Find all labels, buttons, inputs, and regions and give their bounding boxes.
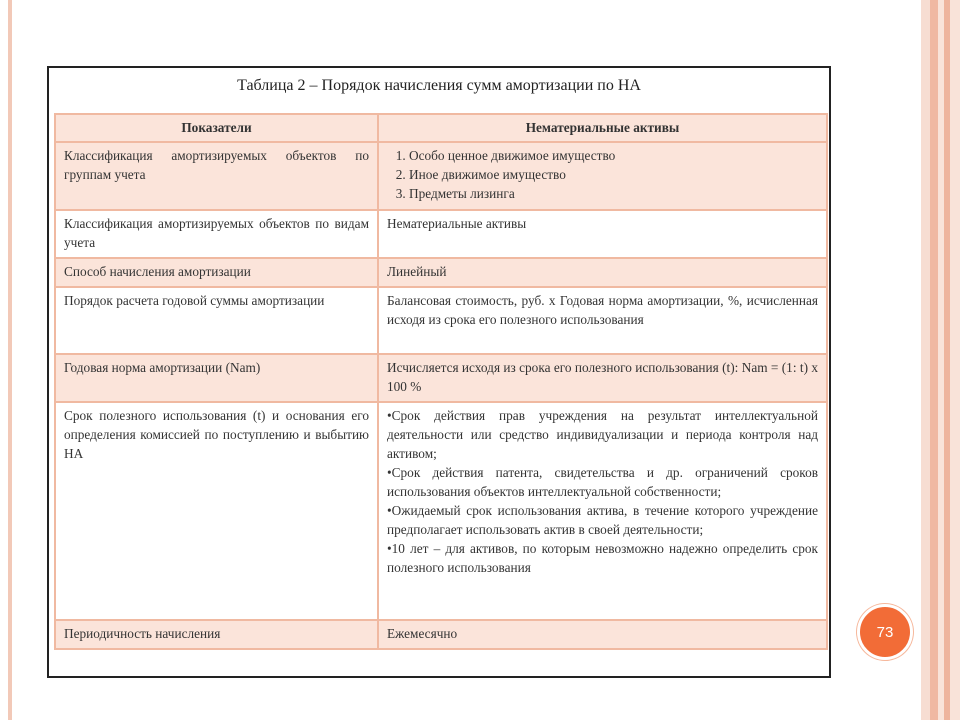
row-value: Балансовая стоимость, руб. х Годовая норма амортизации, %, исчисленная исходя из срока его полезного использования	[378, 287, 827, 354]
table-row	[55, 354, 827, 402]
column-header-indicators: Показатели	[55, 114, 378, 142]
row-value: Нематериальные активы	[378, 210, 827, 258]
table-caption: Таблица 2 – Порядок начисления сумм амортизации по НА	[237, 77, 641, 94]
row-label: Порядок расчета годовой суммы амортизации	[55, 287, 378, 354]
row-label: Классификация амортизируемых объектов по видам учета	[55, 210, 378, 258]
table-row	[55, 620, 827, 649]
row-value: Ежемесячно	[378, 620, 827, 649]
row-label: Годовая норма амортизации (Nam)	[55, 354, 378, 402]
list-item: 1. Особо ценное движимое имущество	[409, 146, 818, 165]
table-row	[55, 210, 827, 258]
row-value	[378, 402, 827, 620]
right-frame-stripe	[930, 0, 938, 720]
row-label: Классификация амортизируемых объектов по группам учета	[55, 142, 378, 210]
table-row	[55, 142, 827, 210]
table-frame	[47, 66, 831, 678]
table-row	[55, 258, 827, 287]
bullet-item: •Срок действия патента, свидетельства и др. ограничений сроков использования объектов интеллектуальной собственности;	[387, 465, 818, 499]
row-value: Исчисляется исходя из срока его полезного использования (t): Nam = (1: t) х 100 %	[378, 354, 827, 402]
row-value	[378, 142, 827, 210]
bullet-item: •Срок действия прав учреждения на результат интеллектуальной деятельности или средство индивидуализации и периода контроля над активом;	[387, 408, 818, 461]
right-frame-stripe	[944, 0, 950, 720]
left-frame-stripe	[8, 0, 12, 720]
list-item: 2. Иное движимое имущество	[409, 165, 818, 184]
table-row	[55, 402, 827, 620]
row-label: Способ начисления амортизации	[55, 258, 378, 287]
right-frame-stripe	[921, 0, 930, 720]
group-list	[387, 146, 818, 203]
bullet-item: •Ожидаемый срок использования актива, в течение которого учреждение предполагает использовать актив в своей деятельности;	[387, 503, 818, 537]
row-label: Срок полезного использования (t) и основания его определения комиссией по поступлению и выбытию НА	[55, 402, 378, 620]
column-header-intangible-assets: Нематериальные активы	[378, 114, 827, 142]
page-number-badge: 73	[857, 604, 913, 660]
amortization-table	[54, 113, 828, 650]
bullet-item: •10 лет – для активов, по которым невозможно надежно определить срок полезного использования	[387, 541, 818, 575]
row-label: Периодичность начисления	[55, 620, 378, 649]
row-value: Линейный	[378, 258, 827, 287]
list-item: 3. Предметы лизинга	[409, 184, 818, 203]
table-row	[55, 287, 827, 354]
